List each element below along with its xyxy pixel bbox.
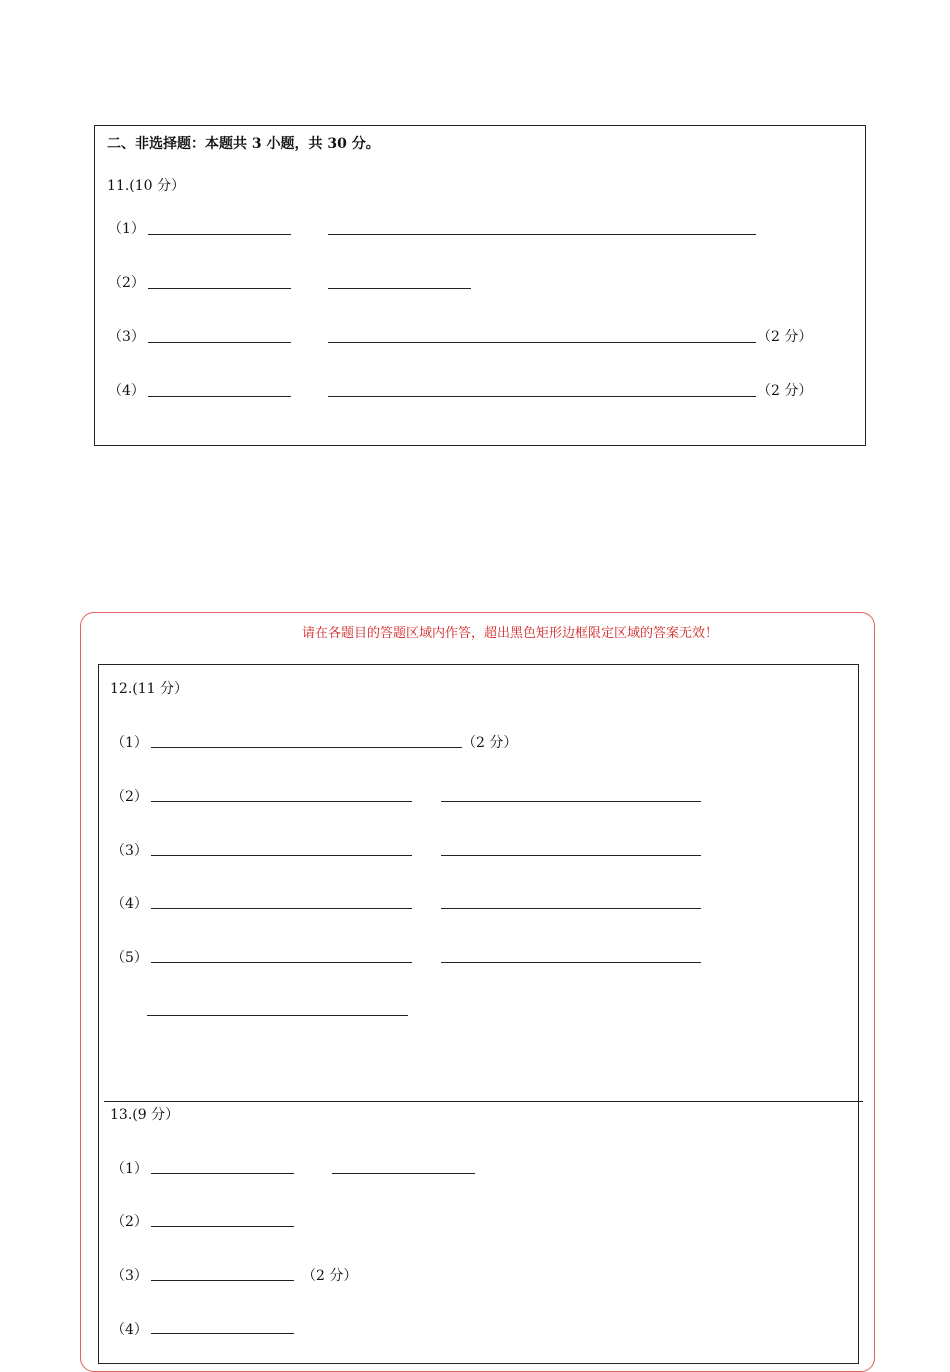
q11-item-4-blank-b[interactable] xyxy=(328,396,756,397)
q12-item-1-score: （2 分） xyxy=(462,735,518,751)
q12-item-5-blank-c[interactable] xyxy=(147,1015,408,1016)
question-12-header: 12.(11 分） xyxy=(110,681,188,697)
q11-item-2-label: （2） xyxy=(108,275,145,291)
q13-item-2-blank[interactable] xyxy=(151,1226,294,1227)
q13-item-1-label: （1） xyxy=(111,1161,148,1177)
q11-item-3-blank-a[interactable] xyxy=(148,342,291,343)
q11-item-4-blank-a[interactable] xyxy=(148,396,291,397)
q11-item-3-score: （2 分） xyxy=(757,329,813,345)
question-11-answer-box xyxy=(94,125,866,446)
q12-item-5-blank-b[interactable] xyxy=(441,962,701,963)
q13-item-4-label: （4） xyxy=(111,1322,148,1338)
q11-item-2-blank-b[interactable] xyxy=(328,288,471,289)
q11-item-4-label: （4） xyxy=(108,383,145,399)
q13-item-2-label: （2） xyxy=(111,1214,148,1230)
q12-item-2-label: （2） xyxy=(111,789,148,805)
q11-item-4-score: （2 分） xyxy=(757,383,813,399)
q12-item-3-blank-b[interactable] xyxy=(441,855,701,856)
question-12-13-answer-box xyxy=(98,664,859,1364)
question-divider xyxy=(104,1101,863,1102)
section-title: 二、非选择题：本题共 3 小题，共 30 分。 xyxy=(107,136,380,152)
q13-item-3-label: （3） xyxy=(111,1268,148,1284)
q12-item-3-label: （3） xyxy=(111,843,148,859)
q12-item-1-blank[interactable] xyxy=(151,747,462,748)
q11-item-1-label: （1） xyxy=(108,221,145,237)
q13-item-4-blank[interactable] xyxy=(151,1333,294,1334)
q12-item-2-blank-b[interactable] xyxy=(441,801,701,802)
q13-item-1-blank-a[interactable] xyxy=(151,1173,294,1174)
q12-item-5-label: （5） xyxy=(111,950,148,966)
q11-item-1-blank-a[interactable] xyxy=(148,234,291,235)
q13-item-3-score: （2 分） xyxy=(302,1268,358,1284)
q12-item-4-blank-b[interactable] xyxy=(441,908,701,909)
q11-item-1-blank-b[interactable] xyxy=(328,234,756,235)
q12-item-3-blank-a[interactable] xyxy=(151,855,412,856)
q11-item-3-label: （3） xyxy=(108,329,145,345)
q11-item-2-blank-a[interactable] xyxy=(148,288,291,289)
answer-region-notice: 请在各题目的答题区域内作答，超出黑色矩形边框限定区域的答案无效！ xyxy=(301,626,718,641)
q12-item-2-blank-a[interactable] xyxy=(151,801,412,802)
question-13-header: 13.(9 分） xyxy=(110,1107,180,1123)
q12-item-4-label: （4） xyxy=(111,896,148,912)
q13-item-1-blank-b[interactable] xyxy=(332,1173,475,1174)
q12-item-4-blank-a[interactable] xyxy=(151,908,412,909)
q11-item-3-blank-b[interactable] xyxy=(328,342,756,343)
q12-item-5-blank-a[interactable] xyxy=(151,962,412,963)
q12-item-1-label: （1） xyxy=(111,735,148,751)
q13-item-3-blank[interactable] xyxy=(151,1280,294,1281)
question-11-header: 11.(10 分） xyxy=(107,178,185,194)
